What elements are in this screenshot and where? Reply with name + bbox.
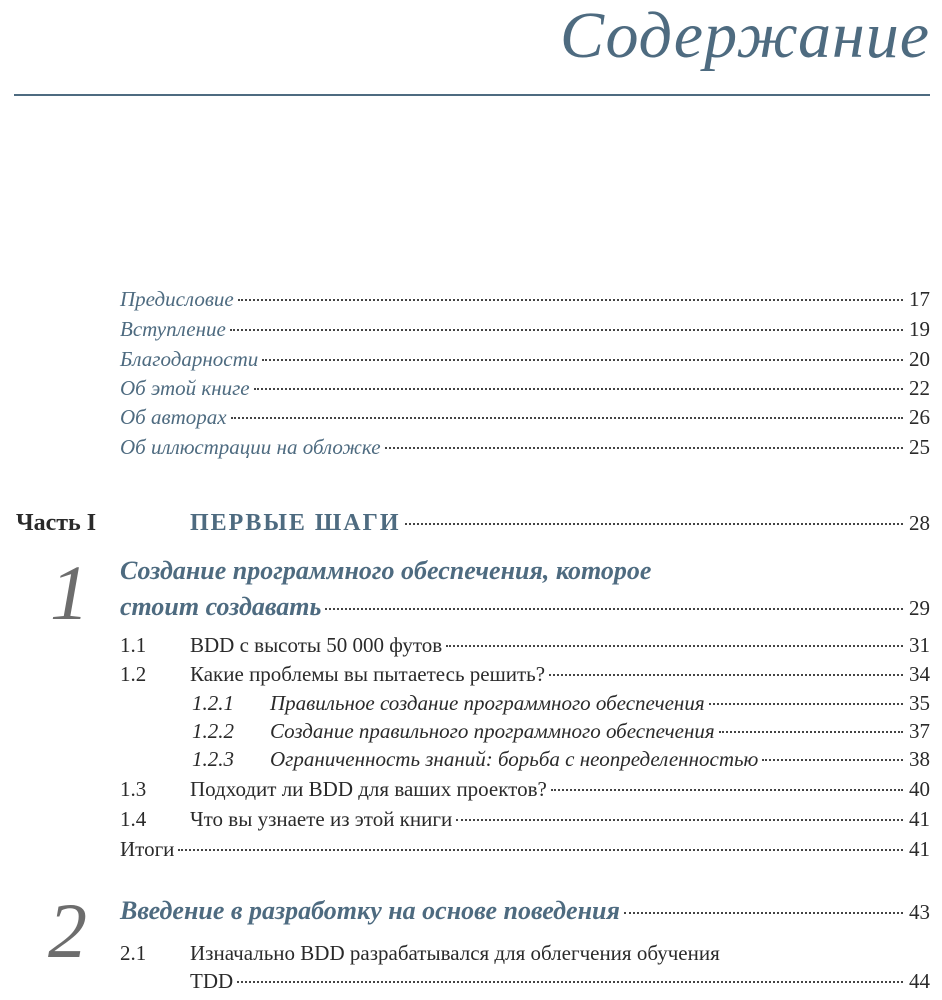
chapter-2-title: Введение в разработку на основе поведения — [120, 896, 620, 925]
dot-leader — [262, 359, 903, 361]
subsection-number: 1.2.3 — [192, 747, 234, 771]
dot-leader — [405, 523, 903, 525]
section-label: BDD с высоты 50 000 футов — [190, 633, 443, 657]
toc-page-number: 35 — [909, 691, 930, 715]
section-label: Какие проблемы вы пытаетесь решить? — [190, 662, 546, 686]
title-divider — [14, 94, 930, 96]
toc-entry-about-book[interactable] — [120, 375, 930, 401]
toc-page-number: 20 — [909, 347, 930, 371]
toc-entry-acknowledgements[interactable] — [120, 346, 930, 372]
dot-leader — [231, 417, 903, 419]
toc-entry-subsection-1-2-3[interactable] — [192, 746, 930, 772]
chapter-1-title-line2: стоит создавать — [120, 592, 322, 621]
chapter-number-1: 1 — [50, 549, 89, 636]
section-label: Что вы узнаете из этой книги — [190, 807, 453, 831]
toc-entry-label: Предисловие — [120, 287, 234, 311]
toc-page-number: 41 — [909, 807, 930, 831]
toc-entry-chapter-2[interactable] — [120, 898, 930, 925]
toc-page-number: 38 — [909, 747, 930, 771]
toc-page-number: 25 — [909, 435, 930, 459]
subsection-number: 1.2.1 — [192, 691, 234, 715]
dot-leader — [551, 789, 903, 791]
toc-entry-label: Об иллюстрации на обложке — [120, 435, 381, 459]
dot-leader — [762, 759, 903, 761]
dot-leader — [456, 819, 903, 821]
toc-page-number: 34 — [909, 662, 930, 686]
subsection-label: Создание правильного программного обеспечения — [270, 719, 715, 743]
toc-page-number: 44 — [909, 969, 930, 993]
subsection-label: Ограниченность знаний: борьба с неопределенностью — [270, 747, 759, 771]
subsection-number: 1.2.2 — [192, 719, 234, 743]
page-title: Содержание — [559, 0, 930, 72]
toc-entry-label: Об этой книге — [120, 376, 250, 400]
toc-page-number: 19 — [909, 317, 930, 341]
dot-leader — [238, 299, 903, 301]
toc-entry-subsection-1-2-1[interactable] — [192, 690, 930, 716]
dot-leader — [237, 981, 903, 983]
toc-entry-about-authors[interactable] — [120, 404, 930, 430]
section-number: 1.2 — [120, 662, 147, 686]
dot-leader — [709, 703, 903, 705]
toc-page-number: 28 — [909, 511, 930, 535]
dot-leader — [254, 388, 903, 390]
toc-entry-preface[interactable] — [120, 286, 930, 312]
toc-page-number: 37 — [909, 719, 930, 743]
toc-entry-summary[interactable] — [120, 836, 930, 862]
toc-entry-section-1-1[interactable] — [120, 632, 930, 658]
toc-entry-section-1-3[interactable] — [120, 776, 930, 802]
toc-page-number: 22 — [909, 376, 930, 400]
section-label-continued: TDD — [190, 969, 234, 993]
toc-page-number: 29 — [909, 596, 930, 620]
toc-entry-introduction[interactable] — [120, 316, 930, 342]
dot-leader — [325, 608, 903, 610]
toc-page-number: 31 — [909, 633, 930, 657]
toc-entry-label: Вступление — [120, 317, 226, 341]
toc-page-number: 43 — [909, 900, 930, 924]
section-label: Итоги — [120, 837, 175, 861]
dot-leader — [719, 731, 903, 733]
toc-page-number: 17 — [909, 287, 930, 311]
section-number: 1.1 — [120, 633, 147, 657]
toc-entry-label: Благодарности — [120, 347, 259, 371]
part-number: Часть I — [16, 510, 97, 536]
section-number: 1.4 — [120, 807, 147, 831]
dot-leader — [385, 447, 903, 449]
section-number: 1.3 — [120, 777, 147, 801]
dot-leader — [624, 912, 903, 914]
toc-entry-subsection-1-2-2[interactable] — [192, 718, 930, 744]
chapter-number-2: 2 — [48, 887, 87, 974]
subsection-label: Правильное создание программного обеспечения — [270, 691, 705, 715]
toc-entry-part-1[interactable] — [190, 510, 930, 536]
dot-leader — [549, 674, 903, 676]
part-title: ПЕРВЫЕ ШАГИ — [190, 510, 401, 536]
section-label: Подходит ли BDD для ваших проектов? — [190, 777, 547, 801]
toc-entry-section-1-4[interactable] — [120, 806, 930, 832]
dot-leader — [178, 849, 903, 851]
toc-entry-about-cover[interactable] — [120, 434, 930, 460]
toc-entry-section-2-1-line1[interactable] — [120, 940, 720, 966]
dot-leader — [446, 645, 903, 647]
toc-page-number: 40 — [909, 777, 930, 801]
toc-entry-section-2-1-line2[interactable] — [190, 968, 930, 994]
toc-entry-chapter-1[interactable] — [120, 594, 930, 621]
chapter-1-title-line1: Создание программного обеспечения, которое — [120, 556, 652, 585]
section-label: Изначально BDD разрабатывался для облегчения обучения — [190, 941, 720, 965]
toc-page-number: 26 — [909, 405, 930, 429]
dot-leader — [230, 329, 903, 331]
toc-entry-section-1-2[interactable] — [120, 661, 930, 687]
toc-entry-label: Об авторах — [120, 405, 227, 429]
section-number: 2.1 — [120, 941, 147, 965]
toc-page-number: 41 — [909, 837, 930, 861]
